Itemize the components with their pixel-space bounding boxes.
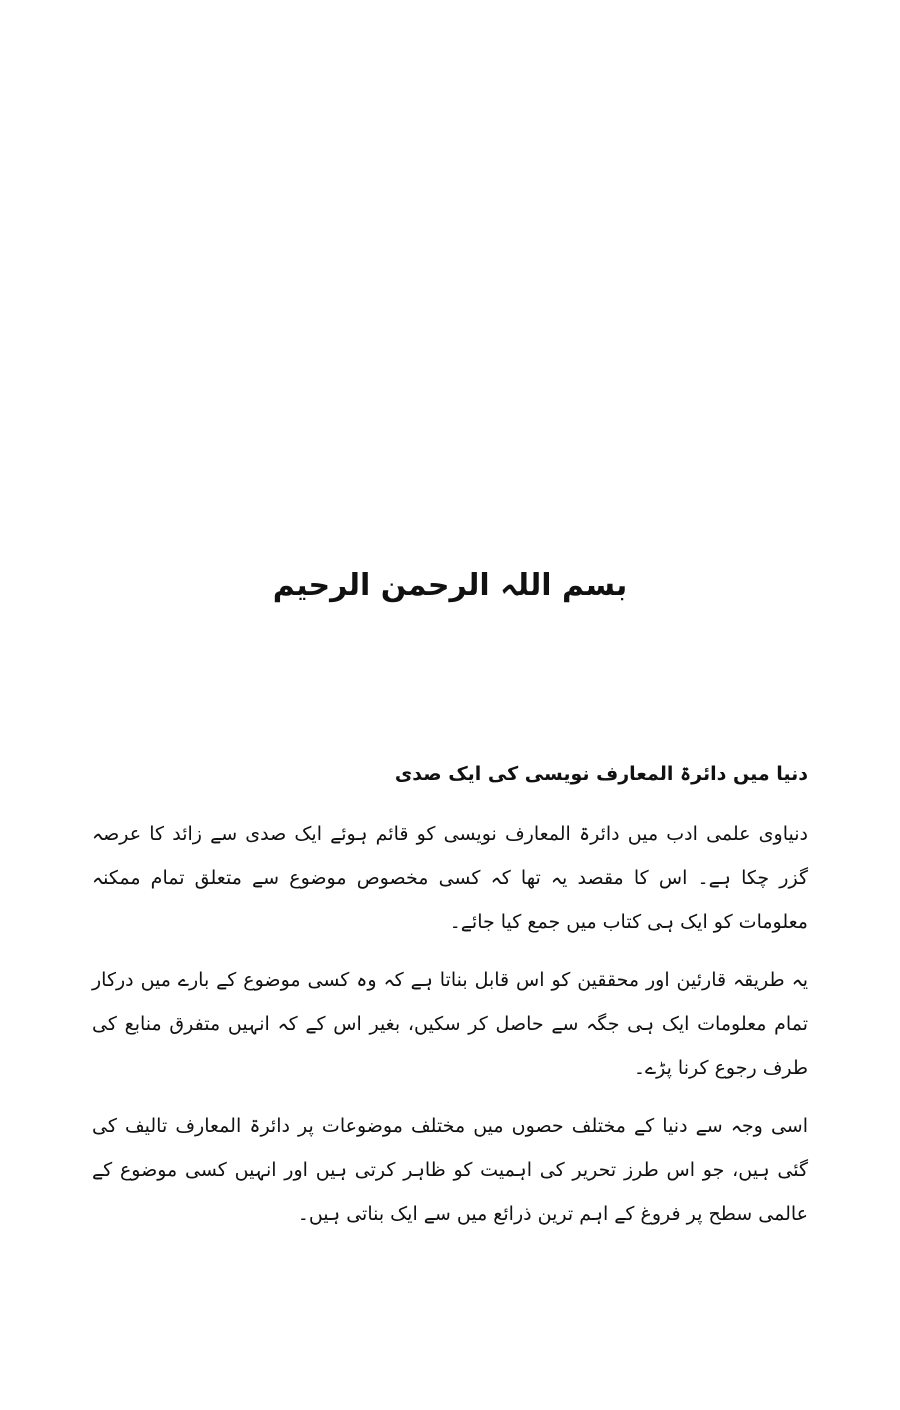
section-heading: دنیا میں دائرۃ المعارف نویسی کی ایک صدی	[394, 763, 808, 785]
page-title: بسم اللہ الرحمن الرحیم	[272, 568, 628, 603]
paragraph-3: اسی وجہ سے دنیا کے مختلف حصوں میں مختلف موضوعات پر دائرۃ المعارف تالیف کی گئی ہیں، جو اس طرز تحریر کی اہمیت کو ظاہر کرتی ہیں اور انہیں کسی موضوع کے عالمی سطح پر فروغ کے اہم ترین ذرائع میں سے ایک بناتی ہیں۔	[92, 1115, 808, 1225]
paragraph-2: یہ طریقہ قارئین اور محققین کو اس قابل بناتا ہے کہ وہ کسی موضوع کے بارے میں درکار تمام معلومات ایک ہی جگہ سے حاصل کر سکیں، بغیر اس کے کہ انہیں متفرق منابع کی طرف رجوع کرنا پڑے۔	[92, 969, 808, 1079]
main-content	[92, 750, 808, 1250]
paragraph-1: دنیاوی علمی ادب میں دائرۃ المعارف نویسی کو قائم ہوئے ایک صدی سے زائد کا عرصہ گزر چکا ہے۔ اس کا مقصد یہ تھا کہ کسی مخصوص موضوع سے متعلق تمام ممکنہ معلومات کو ایک ہی کتاب میں جمع کیا جائے۔	[92, 823, 808, 933]
